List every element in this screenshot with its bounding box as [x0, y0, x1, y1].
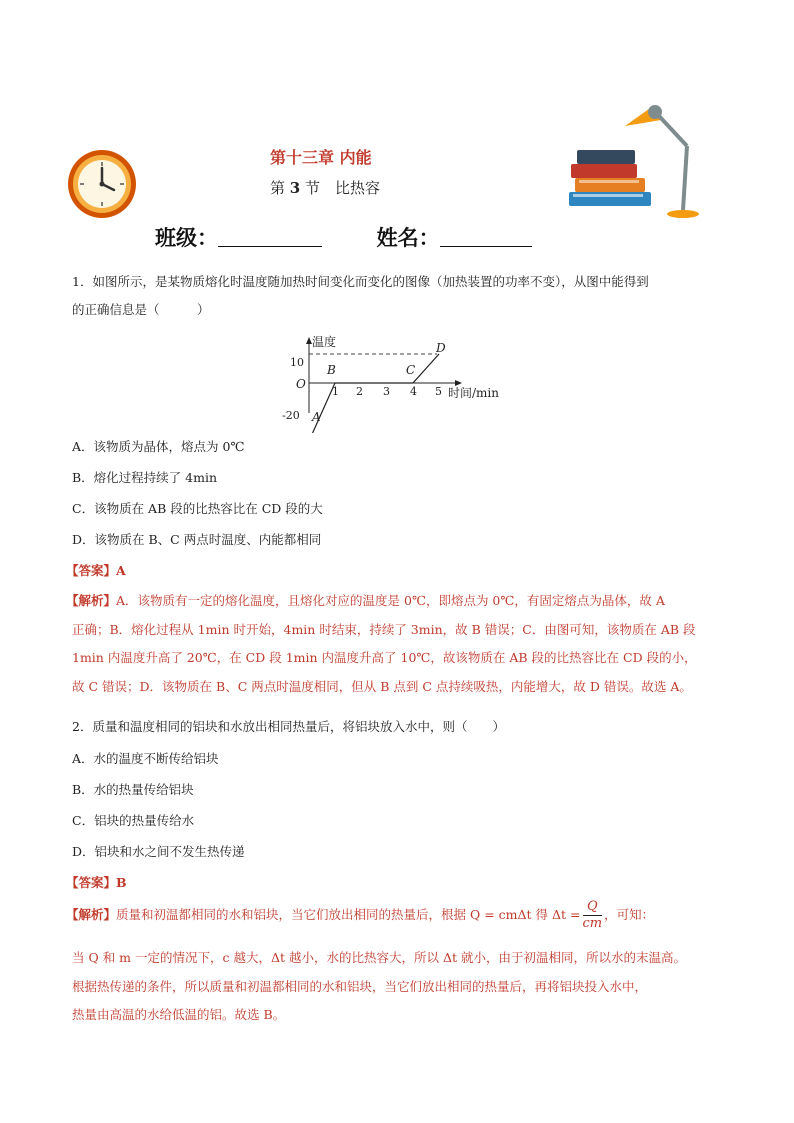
q1-option-a: A．该物质为晶体，熔点为 0℃ — [72, 439, 245, 454]
x-tick-3: 3 — [383, 385, 390, 398]
point-label-c: C — [406, 363, 416, 377]
name-label: 姓名： — [376, 225, 440, 250]
student-info-line — [155, 222, 532, 252]
x-tick-4: 4 — [410, 385, 417, 398]
q2-explanation-rest: 当 Q 和 m 一定的情况下，c 越大，Δt 越小，水的比热容大，所以 Δt 就小，由于初温相同，所以水的末温高。 根据热传递的条件，所以质量和初温都相同的水和铝块，当它们放出相同的热量后，再将铝块投入水中， 热量由高温的水给低温的铝。故选 B。 — [72, 950, 686, 1022]
q2-option-a: A．水的温度不断传给铝块 — [72, 751, 219, 766]
q2-explanation-line1: 【解析】质量和初温都相同的水和铝块，当它们放出相同的热量后，根据 Q = cmΔt 得 Δt = $\frac{Q}{cm}$ ，可知： — [66, 899, 655, 931]
point-label-a: A — [312, 410, 321, 424]
x-axis-label: 时间/min — [448, 386, 499, 400]
class-blank[interactable] — [218, 228, 322, 247]
q1-option-c: C．该物质在 AB 段的比热容比在 CD 段的大 — [72, 501, 323, 516]
class-label: 班级： — [155, 225, 218, 250]
section-title: 第 3 节 比热容 — [270, 179, 381, 197]
question-1-stem: 1．如图所示，是某物质熔化时温度随加热时间变化而变化的图像（加热装置的功率不变），从图中能得到 的正确信息是（ ） — [72, 274, 649, 317]
q1-explanation: 【解析】A．该物质有一定的熔化温度，且熔化对应的温度是 0℃，即熔点为 0℃，有固定熔点为晶体，故 A 正确；B．熔化过程从 1min 时开始，4min 时结束，持续了 3min，故 B 错误；C．由图可知，该物质在 AB 段 1min 内温度升高了 20℃，在 CD 段 1min 内温度升高了 10℃，故该物质在 AB 段的比热容比在 CD 段的小， 故 C 错误；D．该物质在 B、C 两点时温度相同，但从 B 点到 C 点持续吸热，内能增大，故 D 错误。故选 A。 — [66, 593, 697, 694]
point-label-d: D — [436, 341, 446, 355]
chapter-title: 第十三章 内能 — [270, 148, 372, 167]
x-tick-5: 5 — [435, 385, 442, 398]
q1-option-d: D．该物质在 B、C 两点时温度、内能都相同 — [72, 532, 322, 547]
delta-t-fraction: $\frac{Q}{cm}$ — [582, 899, 603, 931]
chart-segment-3 — [413, 354, 439, 383]
name-blank[interactable] — [440, 228, 532, 247]
x-tick-2: 2 — [356, 385, 363, 398]
y-tick-10: 10 — [290, 356, 304, 369]
y-axis-label: 温度 — [312, 335, 337, 349]
q1-option-b: B．熔化过程持续了 4min — [72, 470, 218, 485]
books-lamp-illustration — [565, 98, 705, 223]
q2-option-d: D．铝块和水之间不发生热传递 — [72, 844, 245, 859]
point-label-b: B — [327, 363, 336, 377]
q2-answer: 【答案】B — [66, 875, 127, 890]
q2-option-b: B．水的热量传给铝块 — [72, 782, 194, 797]
x-tick-1: 1 — [332, 385, 339, 398]
q1-answer: 【答案】A — [66, 563, 126, 578]
clock-icon — [66, 148, 138, 220]
origin-label: O — [296, 377, 306, 391]
question-2-stem: 2．质量和温度相同的铝块和水放出相同热量后，将铝块放入水中，则（ ） — [72, 719, 505, 734]
q2-option-c: C．铝块的热量传给水 — [72, 813, 195, 828]
y-tick-minus20: -20 — [282, 409, 300, 422]
temperature-time-chart — [280, 333, 520, 433]
